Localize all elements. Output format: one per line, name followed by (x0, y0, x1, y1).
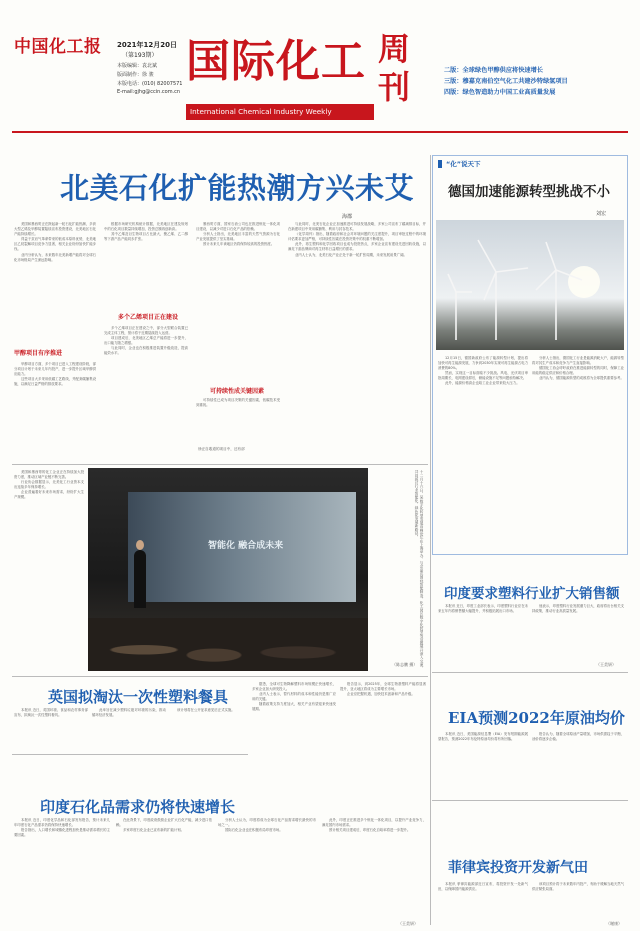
inside-page-4: 四版：绿色智造助力中国工业高质量发展 (444, 89, 556, 96)
wind-turbine-icon (436, 220, 624, 350)
audience (88, 618, 368, 671)
section-title-zhou: 周 (378, 30, 411, 68)
uk-plastics-body-1: 本报讯 近日，英国环境、食品和农村事务部宣布，拟淘汰一次性塑料餐具。 (14, 708, 88, 718)
uk-plastics-headline: 英国拟淘汰一次性塑料餐具 (48, 688, 229, 706)
bottom-divider-1 (12, 676, 428, 677)
lead-subhead-methanol: 甲醇项目有序推进 (14, 350, 63, 357)
wind-turbine-photo (436, 220, 624, 350)
issue-date: 2021年12月20日 (117, 41, 177, 49)
masthead (0, 0, 640, 135)
bottom-mid-text-1: 据悉，全球可生物降解塑料市场规模正快速增长，多家企业加大研发投入。 业内人士表示，替代材料的成本和性能仍是推广应用的关键。 随着政策支持力度加大，相关产业有望迎来快速发展期。 (252, 682, 336, 712)
inside-page-3: 三版：穆嘉克南伯空气化工共建沙特绿氢项目 (444, 78, 568, 85)
inside-page-2: 二版：全球绿色甲醇供应将快速增长 (444, 67, 543, 74)
lead-byline: 海郡 (342, 214, 353, 220)
speaker-head (136, 540, 144, 550)
column-headline: 德国加速能源转型挑战不小 (448, 184, 610, 200)
section-title-kan: 刊 (378, 68, 411, 106)
eia-body-right: 报告认为，随着全球原油产量增加，市场供需趋于平衡，油价将逐步企稳。 (532, 732, 624, 742)
proof-line: 版面制作：徐 骏 (117, 72, 154, 78)
speaker (134, 550, 146, 608)
india-petchem-body-2: 在此背景下，印度政府鼓励企业扩大石化产能，减少进口依赖。 多家印度石化企业已宣布新的扩能计划。 (116, 818, 212, 833)
india-petchem-headline: 印度石化品需求仍将快速增长 (40, 798, 236, 816)
english-title: International Chemical Industry Weekly (190, 107, 332, 116)
photo-caption-vertical: 十二月十六日，某数字化转型发展高峰论坛在上海举办，与会嘉宾围绕智能制造、化工园区数字化转型等话题展开深入交流，共同探讨行业智能化、绿色化发展新路径。 (415, 470, 424, 670)
bottom-mid-text-2: 报告显示，到2025年，全球生物基塑料产能将显著提升，亚太地区将成为主要增长市场。 企业应把握机遇，加快技术创新和产品升级。 (340, 682, 426, 697)
lead-body-col1: 美国和墨西哥正在掀起新一轮石化扩能热潮，多套大型乙烯及甲醇装置陆续宣布投资建设，北美地区石化产能持续增长。 得益于页岩气革命带来的低成本原料优势，北美地区乙烷裂解项目竞争力显著，相关企业纷纷加快扩能步伐。 业内分析认为，未来数年北美新增产能将对全球石化市场格局产生深远影响。 (14, 222, 96, 262)
lead-body-col3b: 可持续性已成为项目决策的关键因素，低碳技术受到重视。 (196, 398, 280, 408)
lead-body-col1b: 甲醇项目方面，多个项目已进入工程建设阶段，部分项目计划于未来几年内投产，进一步提升区域甲醇供应能力。 这些项目大多采用低碳工艺路线，并配套碳捕集设施，以满足日益严格的排放要求。 (14, 362, 96, 387)
india-petchem-body-4: 此外，印度正在推进多个炼化一体化项目，以提升产业竞争力，满足国内市场需求。 预计相关项目建成后，印度石化自给率将进一步提升。 (322, 818, 426, 833)
left-side-text: 美国和墨西哥的化工企业正在持续加大投资力度，推动区域产业链不断完善。 行业协会数据显示，北美化工行业资本支出连续多年保持增长。 企业普遍看好未来市场需求，纷纷扩大生产规模。 (14, 470, 84, 500)
uk-plastics-body-3: 该计划将在公开征求意见后正式实施。 (177, 708, 235, 712)
paper-name: 中国化工报 (14, 37, 102, 57)
philippines-headline: 菲律宾投资开发新气田 (448, 860, 588, 876)
lead-body-col4: 与此同时，北美石化企业正加速推进可持续发展战略，多家公司宣布了碳减排目标，并在新建项目中采用碳捕集、利用与封存技术。 《化学周刊》指出，随着政府和社会对环境问题的关注度提升，项目审批过程中的环境评估要求更加严格，可持续性因素在投资决策中的权重不断增加。 此外，再生塑料和化学回收项目也成为投资热点，多家企业宣布建设先进回收设施，以满足下游品牌商对再生材料日益增长的需求。 业内人士认为，北美石化产业正处于新一轮扩张周期，未来发展前景广阔。 (288, 222, 426, 257)
section-title: 国际化工 (186, 36, 366, 87)
india-plastics-byline: （王美妍） (596, 662, 616, 667)
email-line: E-mail:gjhg@ccin.com.cn (117, 89, 181, 95)
right-divider-1 (432, 672, 628, 673)
eia-headline: EIA预测2022年原油均价 (448, 709, 625, 727)
column-byline: 刘宏 (596, 211, 607, 217)
india-petchem-byline: （王美妍） (398, 921, 418, 926)
lead-subhead-sustain: 可持续性成关键因素 (210, 388, 265, 395)
column-body-right: 分析人士指出，德国化工行业是能源消耗大户，能源转型将对其生产成本和竞争力产生直接影响。 德国化工协会呼吁政府在推进能源转型的同时，保障工业用能的稳定供应和价格合理。 业内认为，德国能源转型的成败将为全球提供重要参考。 (532, 356, 624, 381)
column-tag: “化”说天下 (446, 160, 481, 168)
india-petchem-body-1: 本报讯 近日，印度化学品和石化部发布报告，预计未来几年印度石化产品需求仍将保持快速增长。 报告指出，人口增长和城镇化进程加快是推动需求增长的主要因素。 (14, 818, 110, 838)
right-divider-2 (432, 800, 628, 801)
event-photo (88, 468, 368, 671)
column-tag-marker (438, 160, 442, 168)
india-plastics-headline: 印度要求塑料行业扩大销售额 (444, 586, 620, 602)
india-plastics-body-left: 本报讯 近日，印度工业部长表示，印度塑料行业应在未来五年内将销售额大幅提升，并积极拓展出口市场。 (438, 604, 528, 614)
column-body-left: 12月15日，德国新政府公布了能源转型计划，提出将加快可再生能源发展，力争到2030年实现可再生能源占电力消费的80%。 然而，实现这一目标面临不少挑战。风电、光伏项目审批周期长，电网建设滞后，储能设施不足等问题亟待解决。 此外，能源价格高企也给工业企业带来较大压力。 (438, 356, 528, 386)
lead-body-col2b: 多个乙烯项目正在建设之中，部分大型联合装置已完成主体工程，预计将于近期陆续投入运营。 项目建成后，北美地区乙烯总产能将进一步提升，出口能力随之增强。 与此同时，企业也在积极推进装置升级改造，提高能效水平。 (104, 326, 188, 356)
india-plastics-body-right: 他表示，印度塑料行业发展潜力巨大，政府将出台相关支持政策，推动行业高质量发展。 (532, 604, 624, 614)
philippines-byline: （谢康） (606, 921, 622, 926)
uk-plastics-body-2: 此举旨在减少塑料垃圾对环境的污染，推动循环经济发展。 (92, 708, 166, 718)
bottom-divider-2 (12, 754, 248, 755)
lead-headline: 北美石化扩能热潮方兴未艾 (60, 171, 415, 205)
eia-body-left: 本报讯 近日，美国能源信息署（EIA）发布短期能源展望报告，预测2022年布伦特原油均价将有所回落。 (438, 732, 528, 742)
philippines-body-left: 本报讯 菲律宾能源部近日宣布，将投资开发一处新气田，以保障国内能源供应。 (438, 882, 528, 892)
masthead-rule (12, 131, 628, 133)
india-petchem-body-3: 分析人士认为，印度将成为全球石化产品需求增长最快的市场之一。 国际石化企业也在积极布局印度市场。 (218, 818, 316, 833)
inside-pages (444, 65, 634, 98)
lead-body-col2: 根据市场研究机构统计数据，北美地区在建及规划中的石化项目数量持续增加，投资总额再创新高。 其中乙烯及衍生物项目占比最大，聚乙烯、乙二醇等下游产品产能同步扩张。 (104, 222, 188, 242)
lead-subhead-ethylene: 多个乙烯项目正在建设 (118, 314, 179, 321)
lead-body-col3: 墨西哥方面，国家石油公司也在推进炼化一体化项目建设，以减少对进口石化产品的依赖。 分析人士指出，北美地区丰富的天然气资源为石化产业发展提供了坚实基础。 预计未来几年该地区仍将保持较高的投资热度。 (196, 222, 280, 247)
lead-divider (12, 464, 428, 465)
phone-line: 本版电话：(010) 82007571 (117, 81, 183, 87)
photo-credit: （陈志鹏 摄） (392, 662, 418, 667)
philippines-body-right: 该项目预计将于未来数年内投产，有助于缓解当地天然气供应紧张局面。 (532, 882, 624, 892)
editor-line: 本版编辑：袁北斌 (117, 63, 158, 69)
lead-byline-end: 徐正自敢道的项目中，还有部 (198, 447, 245, 451)
issue-number: （第193期） (122, 52, 158, 59)
stage-screen-sign: 智能化 融合成未来 (208, 541, 284, 551)
vertical-divider (430, 155, 431, 925)
